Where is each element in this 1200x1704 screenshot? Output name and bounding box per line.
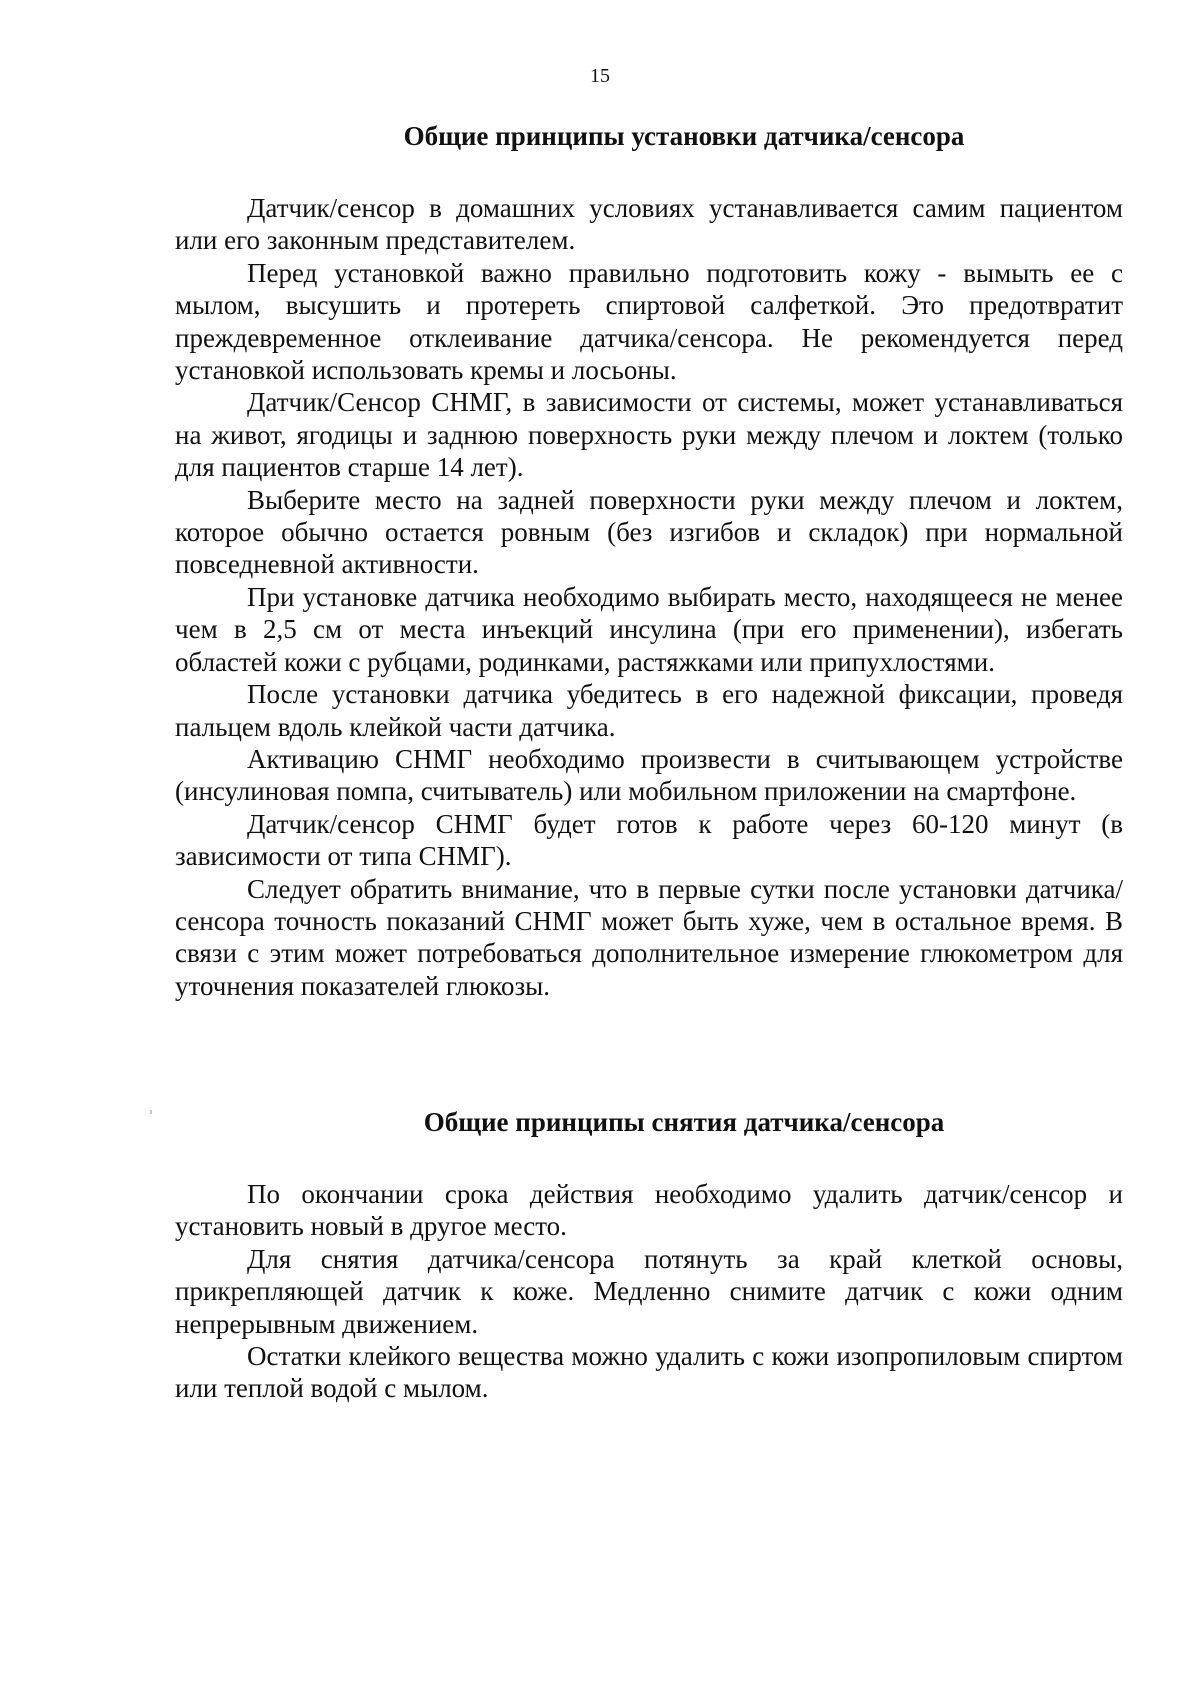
paragraph: Датчик/Сенсор СНМГ, в зависимости от системы, может устанавливаться на живот, ягодицы и заднюю поверхность руки между плечом и локтем (только для пациентов старше 14 лет). [175,387,1123,483]
section-heading: Общие принципы установки датчика/сенсора [403,121,965,151]
paragraph: При установке датчика необходимо выбирать место, находящееся не менее чем в 2,5 см от места инъекций инсулина (при его применении), избегать областей кожи с рубцами, родинками, растяжками или припухлостями. [175,581,1123,677]
page-number: 15 [590,65,610,87]
paragraph: Остатки клейкого вещества можно удалить с кожи изопропиловым спиртом или теплой водой с мылом. [175,1341,1123,1404]
paragraph: Следует обратить внимание, что в первые сутки после установки датчика/сенсора точность показаний СНМГ может быть хуже, чем в остальное время. В связи с этим может потребоваться дополнительное измерение глюкометром для уточнения показателей глюкозы. [175,873,1123,1001]
section-sensor-installation [175,118,1123,1002]
scan-artifact [150,1110,152,1114]
paragraph: Датчик/сенсор в домашних условиях устанавливается самим пациентом или его законным представителем. [175,193,1123,256]
paragraph: Активацию СНМГ необходимо произвести в считывающем устройстве (инсулиновая помпа, считыватель) или мобильном приложении на смартфоне. [175,743,1123,807]
section-heading: Общие принципы снятия датчика/сенсора [423,1107,945,1137]
paragraph: Перед установкой важно правильно подготовить кожу - вымыть ее с мылом, высушить и протереть спиртовой салфеткой. Это предотвратит преждевременное отклеивание датчика/сенсора. Не рекомендуется перед установкой использовать кремы и лосьоны. [175,257,1123,386]
section-sensor-removal [175,1104,1123,1405]
paragraph: Выберите место на задней поверхности руки между плечом и локтем, которое обычно остается ровным (без изгибов и складок) при нормальной повседневной активности. [175,484,1123,580]
paragraph: Для снятия датчика/сенсора потянуть за край клеткой основы, прикрепляющей датчик к коже. Медленно снимите датчик с кожи одним непрерывным движением. [175,1243,1123,1339]
paragraph: Датчик/сенсор СНМГ будет готов к работе через 60-120 минут (в зависимости от типа СНМГ). [175,808,1123,872]
paragraph: После установки датчика убедитесь в его надежной фиксации, проведя пальцем вдоль клейкой части датчика. [175,679,1123,742]
paragraph: По окончании срока действия необходимо удалить датчик/сенсор и установить новый в другое место. [175,1179,1123,1242]
